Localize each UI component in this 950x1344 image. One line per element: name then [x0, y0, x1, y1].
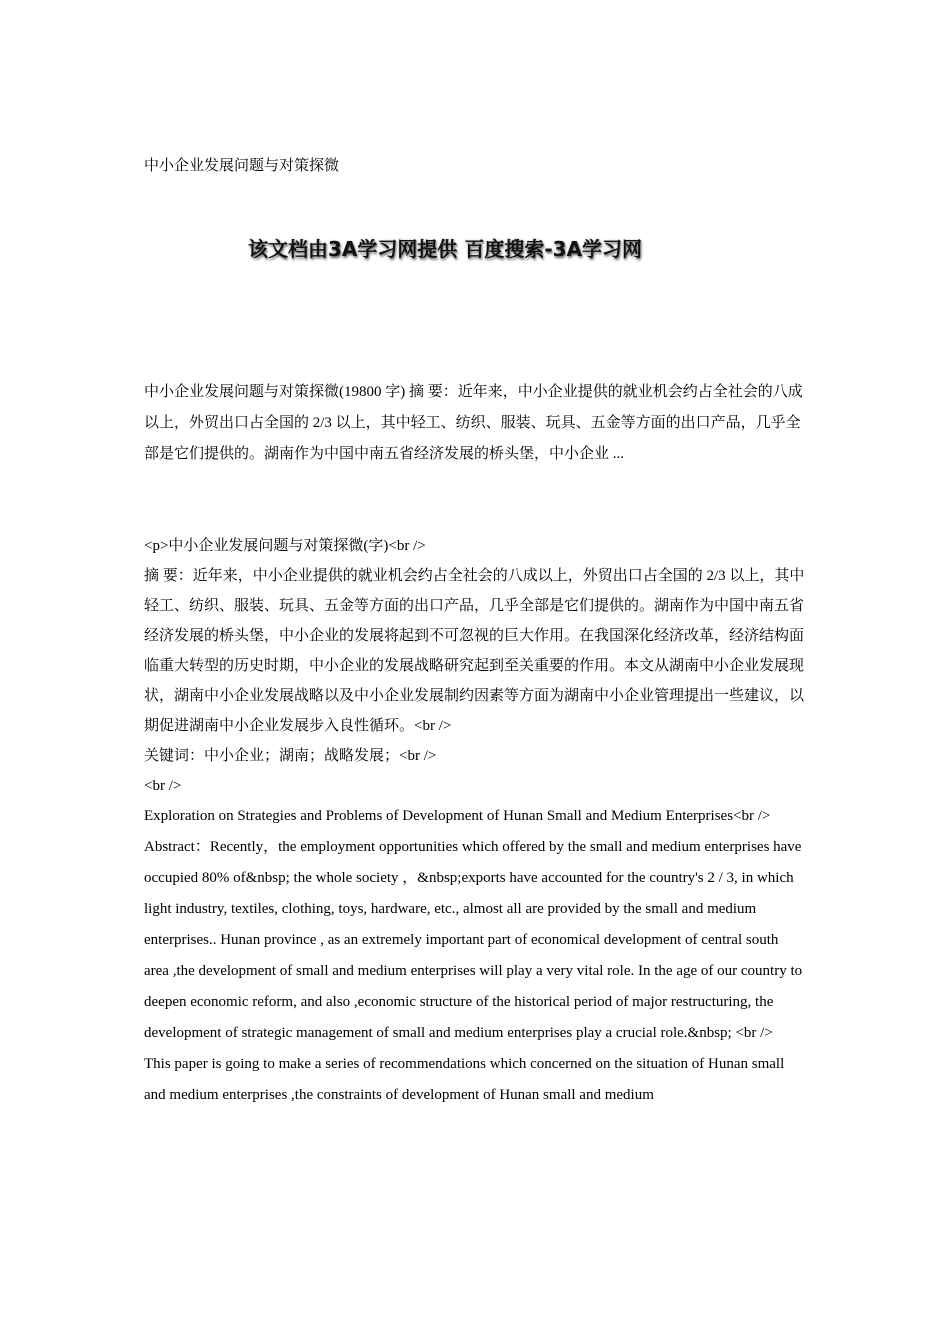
- watermark-banner: 该文档由3A学习网提供 百度搜索-3A学习网: [248, 237, 643, 261]
- keywords-line: 关键词：中小企业；湖南；战略发展；<br />: [144, 748, 437, 764]
- document-summary: 中小企业发展问题与对策探微(19800 字) 摘 要：近年来，中小企业提供的就业机会约占全社会的八成以上，外贸出口占全国的 2/3 以上，其中轻工、纺织、服装、玩具、五金等方面的出口产品，几乎全部是它们提供的。湖南作为中国中南五省经济发展的桥头堡，中小企业 ...: [144, 384, 803, 462]
- body-heading-line: <p>中小企业发展问题与对策探微(字)<br />: [144, 538, 426, 554]
- recommendations-paragraph: This paper is going to make a series of recommendations which concerned on the situation of Hunan small and medium enterprises ,the constraints of development of Hunan small and medium: [144, 1056, 785, 1103]
- english-title-paragraph: Exploration on Strategies and Problems of Development of Hunan Small and Medium Enterprises<br />: [144, 808, 771, 824]
- document-title: 中小企业发展问题与对策探微: [144, 158, 340, 174]
- break-line: <br />: [144, 778, 182, 794]
- abstract-en-paragraph: Abstract：Recently，the employment opportunities which offered by the small and medium enterprises have occupied 80% of&nbsp; the whole society ，&nbsp;exports have accounted for the country's 2 / 3, in which light industry, textiles, clothing, toys, hardware, etc., almost all are provided by the small and medium enterprises.. Hunan province , as an extremely important part of economical development of central south area ,the development of small and medium enterprises will play a very vital role. In the age of our country to deepen economic reform, and also ,economic structure of the historical period of major restructuring, the development of strategic management of small and medium enterprises play a crucial role.&nbsp; <br />: [144, 839, 803, 1041]
- document-body: [144, 531, 806, 1111]
- abstract-cn-paragraph: 摘 要：近年来，中小企业提供的就业机会约占全社会的八成以上，外贸出口占全国的 2/3 以上，其中轻工、纺织、服装、玩具、五金等方面的出口产品，几乎全部是它们提供的。湖南作为中国中南五省经济发展的桥头堡，中小企业的发展将起到不可忽视的巨大作用。在我国深化经济改革，经济结构面临重大转型的历史时期，中小企业的发展战略研究起到至关重要的作用。本文从湖南中小企业发展现状，湖南中小企业发展战略以及中小企业发展制约因素等方面为湖南中小企业管理提出一些建议，以期促进湖南中小企业发展步入良性循环。<br />: [144, 568, 805, 734]
